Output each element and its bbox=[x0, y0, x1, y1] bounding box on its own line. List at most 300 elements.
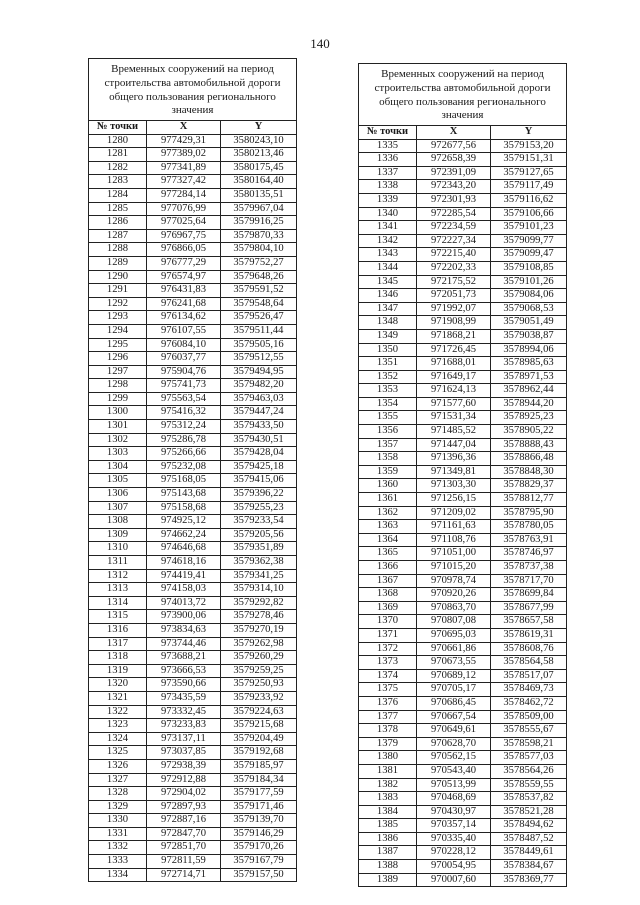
point-number-cell: 1382 bbox=[359, 778, 417, 792]
point-number-cell: 1308 bbox=[89, 515, 147, 529]
table-row bbox=[89, 787, 297, 801]
point-number-cell: 1291 bbox=[89, 284, 147, 298]
y-coordinate-cell: 3579278,46 bbox=[221, 610, 297, 624]
point-number-cell: 1363 bbox=[359, 520, 417, 534]
x-coordinate-cell: 972904,02 bbox=[147, 787, 221, 801]
table-row bbox=[89, 705, 297, 719]
table-row bbox=[89, 243, 297, 257]
y-coordinate-cell: 3579101,23 bbox=[491, 221, 567, 235]
table-row bbox=[89, 827, 297, 841]
x-coordinate-cell: 973900,06 bbox=[147, 610, 221, 624]
page-number: 140 bbox=[310, 36, 330, 51]
table-row bbox=[359, 180, 567, 194]
y-coordinate-cell: 3579099,47 bbox=[491, 248, 567, 262]
table-row bbox=[89, 175, 297, 189]
y-coordinate-cell: 3579184,34 bbox=[221, 773, 297, 787]
y-coordinate-cell: 3579752,27 bbox=[221, 256, 297, 270]
point-number-cell: 1335 bbox=[359, 139, 417, 153]
x-coordinate-cell: 973037,85 bbox=[147, 746, 221, 760]
x-coordinate-cell: 972938,39 bbox=[147, 759, 221, 773]
point-number-cell: 1289 bbox=[89, 256, 147, 270]
x-coordinate-cell: 972343,20 bbox=[417, 180, 491, 194]
point-number-cell: 1355 bbox=[359, 411, 417, 425]
x-coordinate-cell: 971015,20 bbox=[417, 561, 491, 575]
table-row bbox=[359, 493, 567, 507]
y-coordinate-cell: 3578564,58 bbox=[491, 656, 567, 670]
x-coordinate-cell: 972301,93 bbox=[417, 193, 491, 207]
point-number-cell: 1302 bbox=[89, 433, 147, 447]
y-coordinate-cell: 3579648,26 bbox=[221, 270, 297, 284]
y-coordinate-cell: 3578537,82 bbox=[491, 792, 567, 806]
table-row bbox=[359, 696, 567, 710]
x-coordinate-cell: 975232,08 bbox=[147, 460, 221, 474]
column-header-y: Y bbox=[221, 121, 297, 135]
y-coordinate-cell: 3578737,38 bbox=[491, 561, 567, 575]
y-coordinate-cell: 3578746,97 bbox=[491, 547, 567, 561]
point-number-cell: 1310 bbox=[89, 542, 147, 556]
table-row bbox=[359, 751, 567, 765]
table-row bbox=[359, 656, 567, 670]
x-coordinate-cell: 971303,30 bbox=[417, 479, 491, 493]
table-row bbox=[359, 302, 567, 316]
x-coordinate-cell: 970667,54 bbox=[417, 710, 491, 724]
point-number-cell: 1351 bbox=[359, 357, 417, 371]
point-number-cell: 1371 bbox=[359, 628, 417, 642]
point-number-cell: 1324 bbox=[89, 732, 147, 746]
table-row bbox=[359, 778, 567, 792]
y-coordinate-cell: 3580164,40 bbox=[221, 175, 297, 189]
point-number-cell: 1365 bbox=[359, 547, 417, 561]
x-coordinate-cell: 972851,70 bbox=[147, 841, 221, 855]
point-number-cell: 1377 bbox=[359, 710, 417, 724]
table-row bbox=[359, 792, 567, 806]
point-number-cell: 1367 bbox=[359, 574, 417, 588]
table-row bbox=[359, 384, 567, 398]
x-coordinate-cell: 971624,13 bbox=[417, 384, 491, 398]
x-coordinate-cell: 971531,34 bbox=[417, 411, 491, 425]
point-number-cell: 1329 bbox=[89, 800, 147, 814]
y-coordinate-cell: 3578487,52 bbox=[491, 832, 567, 846]
point-number-cell: 1305 bbox=[89, 474, 147, 488]
x-coordinate-cell: 975312,24 bbox=[147, 420, 221, 434]
x-coordinate-cell: 971161,63 bbox=[417, 520, 491, 534]
point-number-cell: 1376 bbox=[359, 696, 417, 710]
x-coordinate-cell: 972215,40 bbox=[417, 248, 491, 262]
table-row bbox=[359, 193, 567, 207]
x-coordinate-cell: 970920,26 bbox=[417, 588, 491, 602]
table-row bbox=[89, 420, 297, 434]
x-coordinate-cell: 971577,60 bbox=[417, 397, 491, 411]
y-coordinate-cell: 3579146,29 bbox=[221, 827, 297, 841]
x-coordinate-cell: 970430,97 bbox=[417, 805, 491, 819]
table-row bbox=[359, 139, 567, 153]
point-number-cell: 1364 bbox=[359, 533, 417, 547]
table-title: Временных сооружений на период строительства автомобильной дороги общего пользования регионального значения bbox=[359, 64, 567, 126]
point-number-cell: 1282 bbox=[89, 161, 147, 175]
x-coordinate-cell: 971992,07 bbox=[417, 302, 491, 316]
point-number-cell: 1317 bbox=[89, 637, 147, 651]
point-number-cell: 1304 bbox=[89, 460, 147, 474]
x-coordinate-cell: 970468,69 bbox=[417, 792, 491, 806]
y-coordinate-cell: 3578829,37 bbox=[491, 479, 567, 493]
y-coordinate-cell: 3578985,63 bbox=[491, 357, 567, 371]
x-coordinate-cell: 972677,56 bbox=[417, 139, 491, 153]
x-coordinate-cell: 972847,70 bbox=[147, 827, 221, 841]
point-number-cell: 1320 bbox=[89, 678, 147, 692]
coordinates-table-right bbox=[358, 63, 567, 887]
x-coordinate-cell: 971108,76 bbox=[417, 533, 491, 547]
point-number-cell: 1306 bbox=[89, 488, 147, 502]
x-coordinate-cell: 972227,34 bbox=[417, 234, 491, 248]
table-row bbox=[89, 134, 297, 148]
x-coordinate-cell: 977327,42 bbox=[147, 175, 221, 189]
table-row bbox=[89, 773, 297, 787]
point-number-cell: 1312 bbox=[89, 569, 147, 583]
y-coordinate-cell: 3579116,62 bbox=[491, 193, 567, 207]
x-coordinate-cell: 976037,77 bbox=[147, 352, 221, 366]
point-number-cell: 1385 bbox=[359, 819, 417, 833]
table-row bbox=[359, 588, 567, 602]
table-row bbox=[89, 569, 297, 583]
y-coordinate-cell: 3578555,67 bbox=[491, 724, 567, 738]
table-row bbox=[359, 357, 567, 371]
table-row bbox=[89, 637, 297, 651]
y-coordinate-cell: 3578509,00 bbox=[491, 710, 567, 724]
column-header-point: № точки bbox=[359, 126, 417, 140]
point-number-cell: 1300 bbox=[89, 406, 147, 420]
table-row bbox=[359, 465, 567, 479]
y-coordinate-cell: 3579250,93 bbox=[221, 678, 297, 692]
table-row bbox=[359, 343, 567, 357]
point-number-cell: 1366 bbox=[359, 561, 417, 575]
point-number-cell: 1372 bbox=[359, 642, 417, 656]
y-coordinate-cell: 3578905,22 bbox=[491, 425, 567, 439]
table-row bbox=[89, 814, 297, 828]
point-number-cell: 1336 bbox=[359, 153, 417, 167]
x-coordinate-cell: 973435,59 bbox=[147, 691, 221, 705]
table-row bbox=[89, 188, 297, 202]
table-row bbox=[359, 764, 567, 778]
point-number-cell: 1386 bbox=[359, 832, 417, 846]
x-coordinate-cell: 974013,72 bbox=[147, 596, 221, 610]
point-number-cell: 1330 bbox=[89, 814, 147, 828]
table-row bbox=[89, 678, 297, 692]
point-number-cell: 1368 bbox=[359, 588, 417, 602]
table-row bbox=[89, 732, 297, 746]
x-coordinate-cell: 973688,21 bbox=[147, 651, 221, 665]
y-coordinate-cell: 3578619,31 bbox=[491, 628, 567, 642]
y-coordinate-cell: 3579262,98 bbox=[221, 637, 297, 651]
table-row bbox=[89, 759, 297, 773]
y-coordinate-cell: 3579804,10 bbox=[221, 243, 297, 257]
table-row bbox=[89, 338, 297, 352]
table-row bbox=[359, 737, 567, 751]
x-coordinate-cell: 972175,52 bbox=[417, 275, 491, 289]
y-coordinate-cell: 3580135,51 bbox=[221, 188, 297, 202]
y-coordinate-cell: 3579425,18 bbox=[221, 460, 297, 474]
x-coordinate-cell: 977389,02 bbox=[147, 148, 221, 162]
point-number-cell: 1323 bbox=[89, 719, 147, 733]
table-row bbox=[359, 275, 567, 289]
x-coordinate-cell: 970695,03 bbox=[417, 628, 491, 642]
y-coordinate-cell: 3578469,73 bbox=[491, 683, 567, 697]
point-number-cell: 1361 bbox=[359, 493, 417, 507]
table-row bbox=[359, 153, 567, 167]
table-row bbox=[89, 365, 297, 379]
table-row bbox=[359, 615, 567, 629]
x-coordinate-cell: 970807,08 bbox=[417, 615, 491, 629]
point-number-cell: 1309 bbox=[89, 528, 147, 542]
y-coordinate-cell: 3579224,63 bbox=[221, 705, 297, 719]
y-coordinate-cell: 3579505,16 bbox=[221, 338, 297, 352]
x-coordinate-cell: 975266,66 bbox=[147, 447, 221, 461]
x-coordinate-cell: 970628,70 bbox=[417, 737, 491, 751]
table-row bbox=[89, 433, 297, 447]
y-coordinate-cell: 3579068,53 bbox=[491, 302, 567, 316]
x-coordinate-cell: 974662,24 bbox=[147, 528, 221, 542]
point-number-cell: 1318 bbox=[89, 651, 147, 665]
point-number-cell: 1354 bbox=[359, 397, 417, 411]
table-row bbox=[89, 148, 297, 162]
point-number-cell: 1343 bbox=[359, 248, 417, 262]
x-coordinate-cell: 977076,99 bbox=[147, 202, 221, 216]
table-row bbox=[89, 691, 297, 705]
x-coordinate-cell: 970978,74 bbox=[417, 574, 491, 588]
y-coordinate-cell: 3579341,25 bbox=[221, 569, 297, 583]
y-coordinate-cell: 3579233,54 bbox=[221, 515, 297, 529]
point-number-cell: 1346 bbox=[359, 289, 417, 303]
y-coordinate-cell: 3579351,89 bbox=[221, 542, 297, 556]
y-coordinate-cell: 3579428,04 bbox=[221, 447, 297, 461]
x-coordinate-cell: 970689,12 bbox=[417, 669, 491, 683]
point-number-cell: 1339 bbox=[359, 193, 417, 207]
y-coordinate-cell: 3579526,47 bbox=[221, 311, 297, 325]
table-row bbox=[359, 846, 567, 860]
column-header-point: № точки bbox=[89, 121, 147, 135]
x-coordinate-cell: 976241,68 bbox=[147, 297, 221, 311]
y-coordinate-cell: 3579396,22 bbox=[221, 488, 297, 502]
x-coordinate-cell: 973332,45 bbox=[147, 705, 221, 719]
table-row bbox=[89, 324, 297, 338]
y-coordinate-cell: 3579185,97 bbox=[221, 759, 297, 773]
table-row bbox=[89, 610, 297, 624]
point-number-cell: 1360 bbox=[359, 479, 417, 493]
table-row bbox=[89, 270, 297, 284]
y-coordinate-cell: 3578449,61 bbox=[491, 846, 567, 860]
table-row bbox=[89, 528, 297, 542]
y-coordinate-cell: 3579430,51 bbox=[221, 433, 297, 447]
y-coordinate-cell: 3579139,70 bbox=[221, 814, 297, 828]
point-number-cell: 1378 bbox=[359, 724, 417, 738]
table-row bbox=[359, 873, 567, 887]
point-number-cell: 1357 bbox=[359, 438, 417, 452]
x-coordinate-cell: 970705,17 bbox=[417, 683, 491, 697]
point-number-cell: 1332 bbox=[89, 841, 147, 855]
x-coordinate-cell: 974158,03 bbox=[147, 583, 221, 597]
x-coordinate-cell: 977284,14 bbox=[147, 188, 221, 202]
x-coordinate-cell: 973233,83 bbox=[147, 719, 221, 733]
table-row bbox=[359, 425, 567, 439]
table-row bbox=[89, 311, 297, 325]
y-coordinate-cell: 3579051,49 bbox=[491, 316, 567, 330]
table-row bbox=[359, 860, 567, 874]
y-coordinate-cell: 3579170,26 bbox=[221, 841, 297, 855]
point-number-cell: 1388 bbox=[359, 860, 417, 874]
y-coordinate-cell: 3578866,48 bbox=[491, 452, 567, 466]
x-coordinate-cell: 975563,54 bbox=[147, 392, 221, 406]
x-coordinate-cell: 976574,97 bbox=[147, 270, 221, 284]
x-coordinate-cell: 972202,33 bbox=[417, 261, 491, 275]
point-number-cell: 1322 bbox=[89, 705, 147, 719]
point-number-cell: 1359 bbox=[359, 465, 417, 479]
x-coordinate-cell: 975143,68 bbox=[147, 488, 221, 502]
y-coordinate-cell: 3579153,20 bbox=[491, 139, 567, 153]
x-coordinate-cell: 976431,83 bbox=[147, 284, 221, 298]
point-number-cell: 1327 bbox=[89, 773, 147, 787]
point-number-cell: 1381 bbox=[359, 764, 417, 778]
point-number-cell: 1311 bbox=[89, 556, 147, 570]
x-coordinate-cell: 976134,62 bbox=[147, 311, 221, 325]
table-row bbox=[89, 284, 297, 298]
y-coordinate-cell: 3579494,95 bbox=[221, 365, 297, 379]
point-number-cell: 1280 bbox=[89, 134, 147, 148]
point-number-cell: 1319 bbox=[89, 664, 147, 678]
table-row bbox=[359, 533, 567, 547]
y-coordinate-cell: 3578517,07 bbox=[491, 669, 567, 683]
table-row bbox=[359, 479, 567, 493]
x-coordinate-cell: 971051,00 bbox=[417, 547, 491, 561]
x-coordinate-cell: 971868,21 bbox=[417, 329, 491, 343]
point-number-cell: 1337 bbox=[359, 166, 417, 180]
table-row bbox=[89, 161, 297, 175]
table-row bbox=[359, 411, 567, 425]
point-number-cell: 1316 bbox=[89, 623, 147, 637]
table-row bbox=[89, 719, 297, 733]
point-number-cell: 1299 bbox=[89, 392, 147, 406]
x-coordinate-cell: 973666,53 bbox=[147, 664, 221, 678]
x-coordinate-cell: 970543,40 bbox=[417, 764, 491, 778]
x-coordinate-cell: 975286,78 bbox=[147, 433, 221, 447]
x-coordinate-cell: 976084,10 bbox=[147, 338, 221, 352]
x-coordinate-cell: 970562,15 bbox=[417, 751, 491, 765]
y-coordinate-cell: 3579108,85 bbox=[491, 261, 567, 275]
table-row bbox=[359, 397, 567, 411]
x-coordinate-cell: 975168,05 bbox=[147, 474, 221, 488]
table-row bbox=[89, 202, 297, 216]
point-number-cell: 1294 bbox=[89, 324, 147, 338]
y-coordinate-cell: 3579084,06 bbox=[491, 289, 567, 303]
point-number-cell: 1387 bbox=[359, 846, 417, 860]
point-number-cell: 1333 bbox=[89, 855, 147, 869]
y-coordinate-cell: 3578494,62 bbox=[491, 819, 567, 833]
point-number-cell: 1344 bbox=[359, 261, 417, 275]
point-number-cell: 1313 bbox=[89, 583, 147, 597]
y-coordinate-cell: 3580243,10 bbox=[221, 134, 297, 148]
y-coordinate-cell: 3578521,28 bbox=[491, 805, 567, 819]
y-coordinate-cell: 3579151,31 bbox=[491, 153, 567, 167]
y-coordinate-cell: 3578559,55 bbox=[491, 778, 567, 792]
x-coordinate-cell: 977025,64 bbox=[147, 216, 221, 230]
y-coordinate-cell: 3579177,59 bbox=[221, 787, 297, 801]
x-coordinate-cell: 970007,60 bbox=[417, 873, 491, 887]
table-row bbox=[359, 506, 567, 520]
y-coordinate-cell: 3580175,45 bbox=[221, 161, 297, 175]
point-number-cell: 1353 bbox=[359, 384, 417, 398]
coordinates-table-left bbox=[88, 58, 297, 882]
x-coordinate-cell: 973137,11 bbox=[147, 732, 221, 746]
table-title: Временных сооружений на период строительства автомобильной дороги общего пользования регионального значения bbox=[89, 59, 297, 121]
x-coordinate-cell: 972285,54 bbox=[417, 207, 491, 221]
point-number-cell: 1345 bbox=[359, 275, 417, 289]
x-coordinate-cell: 974419,41 bbox=[147, 569, 221, 583]
x-coordinate-cell: 970513,99 bbox=[417, 778, 491, 792]
y-coordinate-cell: 3579916,25 bbox=[221, 216, 297, 230]
table-row bbox=[89, 651, 297, 665]
y-coordinate-cell: 3579127,65 bbox=[491, 166, 567, 180]
y-coordinate-cell: 3579260,29 bbox=[221, 651, 297, 665]
point-number-cell: 1331 bbox=[89, 827, 147, 841]
table-row bbox=[359, 642, 567, 656]
x-coordinate-cell: 975904,76 bbox=[147, 365, 221, 379]
table-row bbox=[359, 561, 567, 575]
point-number-cell: 1373 bbox=[359, 656, 417, 670]
table-row bbox=[89, 447, 297, 461]
table-row bbox=[89, 216, 297, 230]
y-coordinate-cell: 3579101,26 bbox=[491, 275, 567, 289]
x-coordinate-cell: 970357,14 bbox=[417, 819, 491, 833]
x-coordinate-cell: 975158,68 bbox=[147, 501, 221, 515]
y-coordinate-cell: 3579314,10 bbox=[221, 583, 297, 597]
x-coordinate-cell: 975741,73 bbox=[147, 379, 221, 393]
y-coordinate-cell: 3579038,87 bbox=[491, 329, 567, 343]
x-coordinate-cell: 972714,71 bbox=[147, 868, 221, 882]
table-row bbox=[89, 352, 297, 366]
point-number-cell: 1293 bbox=[89, 311, 147, 325]
y-coordinate-cell: 3579259,25 bbox=[221, 664, 297, 678]
y-coordinate-cell: 3578971,53 bbox=[491, 370, 567, 384]
x-coordinate-cell: 976777,29 bbox=[147, 256, 221, 270]
point-number-cell: 1384 bbox=[359, 805, 417, 819]
point-number-cell: 1342 bbox=[359, 234, 417, 248]
y-coordinate-cell: 3579967,04 bbox=[221, 202, 297, 216]
table-row bbox=[89, 542, 297, 556]
table-row bbox=[359, 316, 567, 330]
x-coordinate-cell: 974925,12 bbox=[147, 515, 221, 529]
table-row bbox=[89, 855, 297, 869]
x-coordinate-cell: 972051,73 bbox=[417, 289, 491, 303]
x-coordinate-cell: 972391,09 bbox=[417, 166, 491, 180]
y-coordinate-cell: 3579167,79 bbox=[221, 855, 297, 869]
table-row bbox=[359, 724, 567, 738]
point-number-cell: 1369 bbox=[359, 601, 417, 615]
point-number-cell: 1334 bbox=[89, 868, 147, 882]
table-row bbox=[359, 166, 567, 180]
point-number-cell: 1338 bbox=[359, 180, 417, 194]
table-row bbox=[89, 868, 297, 882]
table-row bbox=[359, 683, 567, 697]
point-number-cell: 1374 bbox=[359, 669, 417, 683]
x-coordinate-cell: 971256,15 bbox=[417, 493, 491, 507]
x-coordinate-cell: 974646,68 bbox=[147, 542, 221, 556]
table-row bbox=[89, 746, 297, 760]
point-number-cell: 1375 bbox=[359, 683, 417, 697]
y-coordinate-cell: 3578369,77 bbox=[491, 873, 567, 887]
x-coordinate-cell: 973834,63 bbox=[147, 623, 221, 637]
x-coordinate-cell: 971726,45 bbox=[417, 343, 491, 357]
y-coordinate-cell: 3579415,06 bbox=[221, 474, 297, 488]
table-row bbox=[89, 841, 297, 855]
table-row bbox=[89, 501, 297, 515]
